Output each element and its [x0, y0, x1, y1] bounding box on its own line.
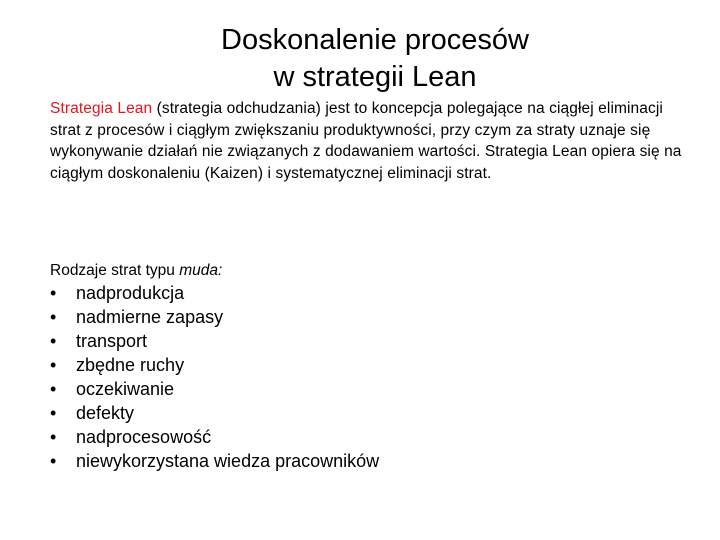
list-item-label: defekty [76, 403, 135, 423]
list-item [50, 281, 379, 305]
list-item [50, 449, 379, 473]
bullet: • [50, 379, 57, 399]
slide-title-line-2: w strategii Lean [273, 61, 477, 93]
list-item [50, 401, 379, 425]
intro-term: Strategia Lean [50, 100, 153, 117]
muda-heading [50, 261, 222, 281]
slide-title-line-1: Doskonalenie procesów [221, 24, 529, 56]
muda-heading-term: muda: [179, 262, 223, 279]
list-item [50, 425, 379, 449]
slide-title [150, 22, 600, 96]
list-item-label: transport [76, 331, 148, 351]
list-item-label: oczekiwanie [76, 379, 175, 399]
bullet: • [50, 355, 57, 375]
list-item-label: nadprodukcja [76, 283, 185, 303]
bullet: • [50, 283, 57, 303]
intro-paragraph [50, 98, 690, 184]
list-item-label: nadprocesowość [76, 427, 212, 447]
bullet: • [50, 307, 57, 327]
list-item-label: zbędne ruchy [76, 355, 185, 375]
bullet: • [50, 427, 57, 447]
list-item-label: nadmierne zapasy [76, 307, 224, 327]
bullet: • [50, 403, 57, 423]
list-item [50, 353, 379, 377]
list-item-label: niewykorzystana wiedza pracowników [76, 451, 380, 471]
waste-list [50, 281, 379, 473]
bullet: • [50, 451, 57, 471]
list-item [50, 329, 379, 353]
muda-heading-prefix: Rodzaje strat typu [50, 262, 180, 279]
bullet: • [50, 331, 57, 351]
list-item [50, 377, 379, 401]
intro-text: (strategia odchudzania) jest to koncepcja polegające na ciągłej eliminacji strat z procesów i ciągłym zwiększaniu produktywności, przy czym za straty uznaje się wykonywanie działań nie związanych z dodawaniem wartości. Strategia Lean opiera się na ciągłym doskonaleniu (Kaizen) i systematycznej eliminacji strat. [50, 100, 682, 182]
list-item [50, 305, 379, 329]
